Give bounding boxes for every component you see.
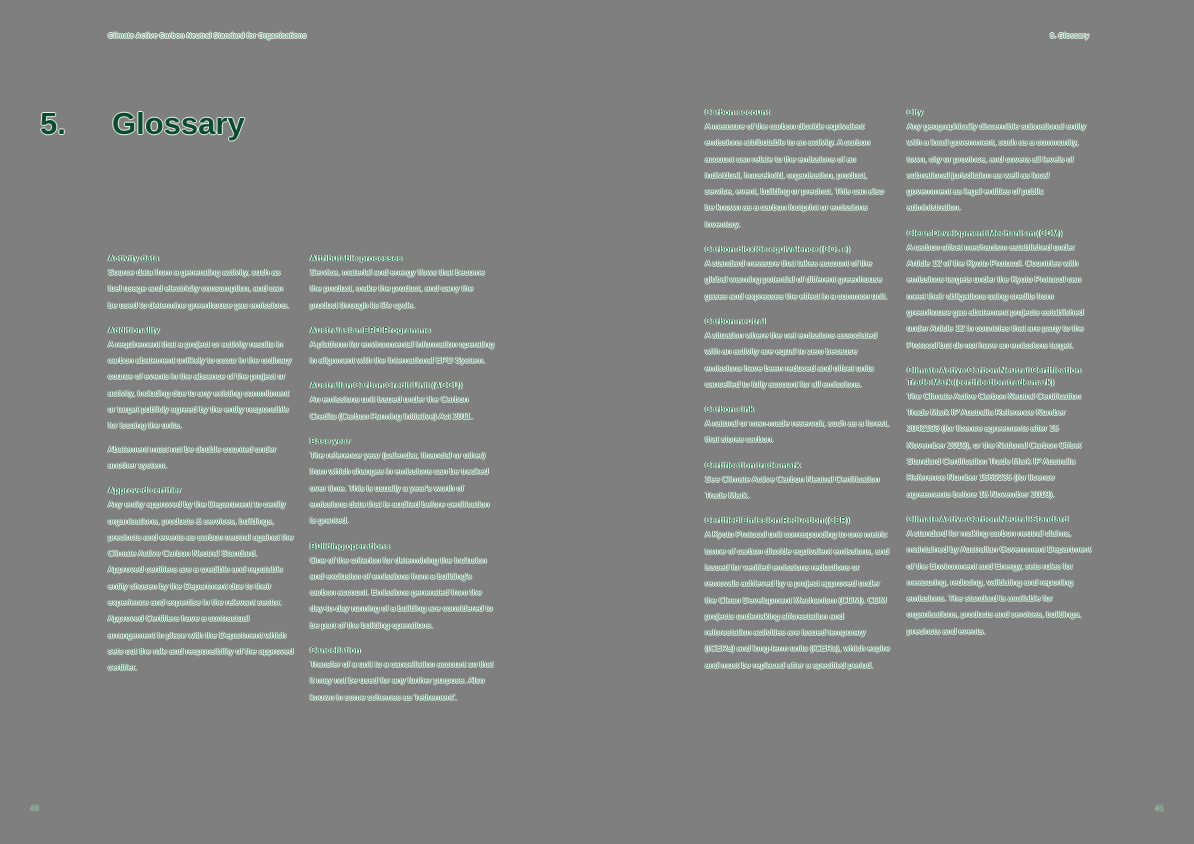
glossary-definition <box>705 118 891 232</box>
glossary-entry <box>108 252 294 313</box>
glossary-term: Approved certifier <box>108 485 182 496</box>
glossary-entry <box>310 252 496 313</box>
glossary-definition <box>310 447 496 528</box>
glossary-definition <box>310 391 496 424</box>
glossary-definition <box>108 264 294 313</box>
definition-paragraph: A platform for environmental information operating in alignment with the International EPD System. <box>310 338 495 366</box>
definition-paragraph: A natural or man-made reservoir, such as a forest, that stores carbon. <box>705 418 889 445</box>
running-header-right: 5. Glossary <box>1050 33 1089 40</box>
glossary-term: Carbon sink <box>705 404 755 415</box>
definition-paragraph: A measure of the carbon dioxide equivalent emissions attributable to an activity. A carbon account can relate to the emissions of an individual, household, organisation, product, service, event, building or precinct. This can also be known as a carbon footprint or emissions inventory. <box>705 121 884 229</box>
definition-paragraph: Transfer of a unit to a cancellation account so that it may not be used for any further purpose. Also known in some schemes as 'retirement'. <box>310 659 494 702</box>
definition-paragraph: An emissions unit issued under the Carbon Credits (Carbon Farming Initiative) Act 2011. <box>310 394 474 421</box>
definition-paragraph: A standard for making carbon neutral claims, maintained by Australian Government Department of the Environment and Energy, sets rules for measuring, reducing, validating and reporting emissions. The standard is available for organisations, products and services, buildings, precincts and events. <box>907 527 1092 636</box>
glossary-entry <box>907 106 1093 216</box>
glossary-entry <box>907 227 1093 353</box>
glossary-entry <box>705 459 891 504</box>
glossary-term: Carbon account <box>705 107 770 117</box>
definition-paragraph: A requirement that a project or activity results in carbon abatement unlikely to occur in the ordinary course of events in the absence of the project or activity, including due to any existing commitment or target publicly agreed by the entity responsible for issuing the units. <box>108 338 292 431</box>
glossary-entry <box>705 106 891 232</box>
glossary-entry <box>907 364 1093 502</box>
definition-paragraph: The Climate Active Carbon Neutral Certification Trade Mark IP Australia Reference Number 2042193 (for licence agreements after 15 November 2019), or the National Carbon Offset Standard Certification Trade Mark IP Australia Reference Number 1569235 (for licence agreements before 15 November 2019). <box>907 390 1082 499</box>
definition-paragraph: Abatement must not be double counted under another system. <box>108 443 277 470</box>
glossary-definition <box>907 118 1093 216</box>
glossary-term: Climate Active Carbon Neutral Certification Trade Mark (certification trade mark) <box>907 364 1081 387</box>
glossary-definition <box>907 239 1093 353</box>
glossary-definition <box>108 496 294 675</box>
glossary-column-3 <box>705 106 891 684</box>
glossary-definition <box>310 552 496 633</box>
glossary-term: Australian Carbon Credit Unit (ACCU) <box>310 380 463 391</box>
definition-paragraph: A Kyoto Protocol unit corresponding to one metric tonne of carbon dioxide equivalent emissions, and issued for verified emissions reductions or removals achieved by a project approved under the Clean Development Mechanism (CDM). CDM projects undertaking afforestation and reforestation activities are issued temporary (tCERs) and long-term units (lCERs), which expire and must be replaced after a specified period. <box>705 529 890 670</box>
glossary-term: Carbon dioxide equivalence (CO₂-e) <box>705 244 850 255</box>
glossary-term: City <box>907 107 924 117</box>
glossary-entry <box>108 324 294 473</box>
glossary-definition <box>705 526 891 673</box>
glossary-term: Cancellation <box>310 645 361 656</box>
glossary-definition <box>310 656 496 705</box>
definition-paragraph: Any geographically discernible subnational entity with a local government, such as a community, town, city or province, and covers all levels of subnational jurisdiction as well as local government as legal entities of public administration. <box>907 121 1086 213</box>
definition-paragraph: Source data from a generating activity, such as fuel usage and electricity consumption, and can be used to determine greenhouse gas emissions. <box>108 267 290 310</box>
chapter-number: 5. <box>40 106 66 141</box>
definition-paragraph: One of the criterion for determining the inclusion and exclusion of emissions from a building's carbon account. Emissions generated from the day-to-day running of a building are considered to be part of the building operations. <box>310 554 493 630</box>
glossary-definition <box>907 388 1093 502</box>
glossary-column-1 <box>108 252 294 687</box>
glossary-definition <box>705 327 891 392</box>
glossary-definition <box>108 336 294 473</box>
glossary-definition <box>705 255 891 304</box>
page-number-right: 41 <box>1155 804 1164 813</box>
glossary-entry <box>310 540 496 633</box>
glossary-term: Clean Development Mechanism (CDM) <box>907 227 1062 238</box>
glossary-term: Australasian EPD Programme <box>310 324 431 335</box>
definition-paragraph: A standard measure that takes account of the global warming potential of different greenhouse gases and expresses the effect in a common unit. <box>705 258 888 301</box>
glossary-entry <box>705 243 891 304</box>
glossary-term: Additionality <box>108 324 160 335</box>
glossary-entry <box>108 484 294 675</box>
glossary-term: Climate Active Carbon Neutral Standard <box>907 513 1069 524</box>
glossary-term: Building operations <box>310 540 390 551</box>
chapter-title <box>40 106 245 142</box>
definition-paragraph: The reference year (calendar, financial or other) from which changes in emissions can be tracked over time. This is usually a year's worth of emissions data that is audited before certification is granted. <box>310 450 490 526</box>
glossary-term: Attributable processes <box>310 253 403 263</box>
glossary-entry <box>705 403 891 448</box>
glossary-definition <box>705 415 891 448</box>
glossary-term: Certification trade mark <box>705 459 801 470</box>
glossary-term: Base year <box>310 436 351 447</box>
glossary-definition <box>310 264 496 313</box>
definition-paragraph: Service, material and energy flows that become the product, make the product, and carry the product through its life cycle. <box>310 267 485 310</box>
glossary-entry <box>310 644 496 705</box>
page-number-left: 40 <box>30 804 39 813</box>
glossary-entry <box>705 514 891 673</box>
definition-paragraph: See Climate Active Carbon Neutral Certification Trade Mark. <box>705 473 880 501</box>
glossary-entry <box>705 315 891 392</box>
glossary-term: Certified Emission Reduction (CER) <box>705 515 850 526</box>
glossary-term: Activity data <box>108 253 159 263</box>
glossary-definition <box>705 471 891 504</box>
definition-paragraph: A situation where the net emissions associated with an activity are equal to zero because emissions have been reduced and offset units cancelled to fully account for all emissions. <box>705 329 878 389</box>
glossary-definition <box>310 336 496 369</box>
running-header-left: Climate Active Carbon Neutral Standard for Organisations <box>108 33 307 40</box>
glossary-entry <box>310 435 496 528</box>
definition-paragraph: Any entity approved by the Department to certify organisations, products & services, buildings, precincts and events as carbon neutral against the Climate Active Carbon Neutral Standard. Approved certifiers are a credible and reputable entity chosen by the Department due to their experience and expertise in the relevant sector. Approved Certifiers have a contractual arrangement in place with the Department which sets out the role and responsibility of the approved certifier. <box>108 499 294 673</box>
glossary-definition <box>907 525 1093 639</box>
glossary-entry <box>907 513 1093 639</box>
chapter-heading: Glossary <box>112 106 245 141</box>
definition-paragraph: A carbon offset mechanism established under Article 12 of the Kyoto Protocol. Countries with emissions targets under the Kyoto Protocol can meet their obligations using credits from greenhouse gas abatement projects established under Article 12 in countries that are party to the Protocol but do not have an emissions target. <box>907 241 1084 350</box>
glossary-entry <box>310 324 496 369</box>
glossary-term: Carbon neutral <box>705 315 766 326</box>
glossary-column-4 <box>907 106 1093 650</box>
glossary-entry <box>310 379 496 424</box>
glossary-column-2 <box>310 252 496 716</box>
